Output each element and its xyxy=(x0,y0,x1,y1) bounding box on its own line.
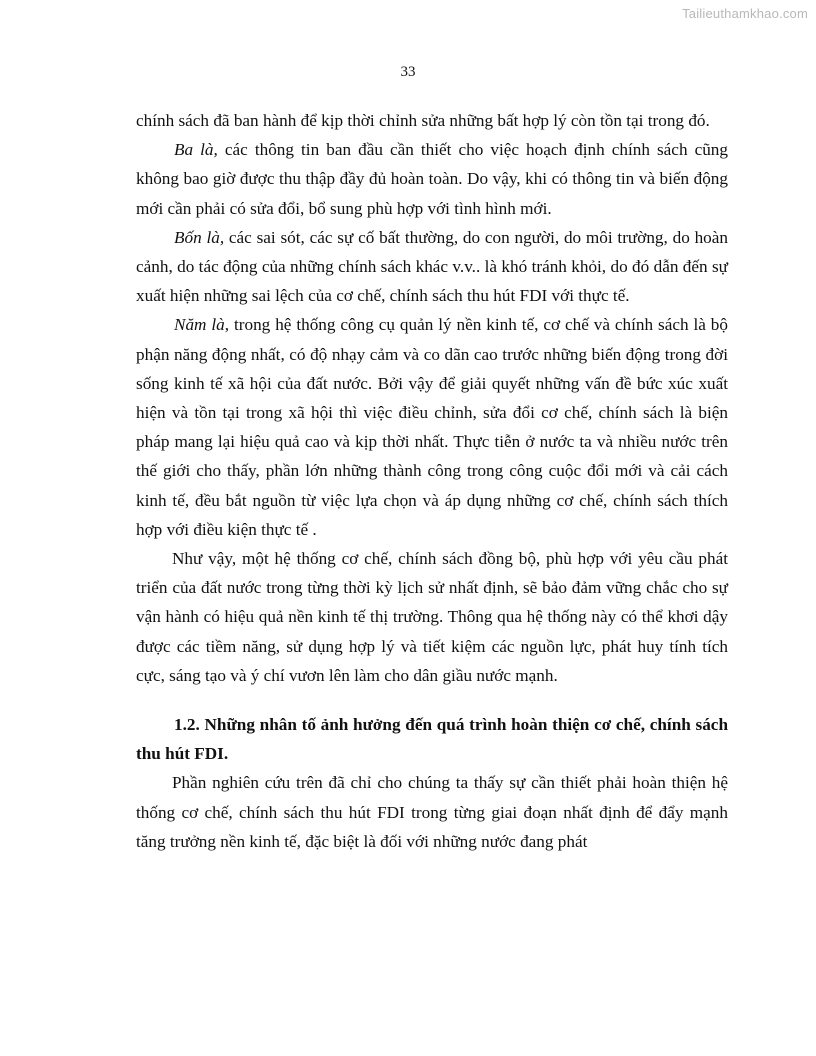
paragraph-3 xyxy=(136,223,728,311)
paragraph-3-lead: Bốn là, xyxy=(174,227,225,247)
paragraph-1: chính sách đã ban hành để kịp thời chỉnh sửa những bất hợp lý còn tồn tại trong đó. xyxy=(136,111,710,130)
paragraph-2-lead: Ba là, xyxy=(174,140,218,160)
section-heading: 1.2. Những nhân tố ảnh hưởng đến quá trình hoàn thiện cơ chế, chính sách thu hút FDI. xyxy=(136,715,728,764)
paragraph-5: Như vậy, một hệ thống cơ chế, chính sách đồng bộ, phù hợp với yêu cầu phát triển của đất nước trong từng thời kỳ lịch sử nhất định, sẽ bảo đảm vững chắc cho sự vận hành có hiệu quả nền kinh tế thị trường. Thông qua hệ thống này có thể khơi dậy được các tiềm năng, sử dụng hợp lý và tiết kiệm các nguồn lực, phát huy tính tích cực, sáng tạo và ý chí vươn lên làm cho dân giầu nước mạnh. xyxy=(136,549,728,685)
paragraph-3-text: các sai sót, các sự cố bất thường, do con người, do môi trường, do hoàn cảnh, do tác động của những chính sách khác v.v.. là khó tránh khỏi, do đó dẫn đến sự xuất hiện những sai lệch của cơ chế, chính sách thu hút FDI với thực tế. xyxy=(136,227,728,306)
section-paragraph-1: Phần nghiên cứu trên đã chỉ cho chúng ta thấy sự cần thiết phải hoàn thiện hệ thống cơ chế, chính sách thu hút FDI trong từng giai đoạn nhất định để đẩy mạnh tăng trưởng nền kinh tế, đặc biệt là đối với những nước đang phát xyxy=(136,773,728,851)
document-body xyxy=(136,106,728,856)
paragraph-2-text: các thông tin ban đầu cần thiết cho việc hoạch định chính sách cũng không bao giờ được thu thập đầy đủ hoàn toàn. Do vậy, khi có thông tin và biến động mới cần phải có sửa đổi, bổ sung phù hợp với tình hình mới. xyxy=(136,140,728,218)
paragraph-2 xyxy=(136,135,728,223)
page-number: 33 xyxy=(400,64,416,80)
watermark: Tailieuthamkhao.com xyxy=(682,6,808,21)
paragraph-4-text: , trong hệ thống công cụ quản lý nền kinh tế, cơ chế và chính sách là bộ phận năng động nhất, có độ nhạy cảm và co dãn cao trước những biến động trong đời sống kinh tế xã hội của đất nước. Bởi vậy để giải quyết những vấn đề bức xúc xuất hiện và tồn tại trong xã hội thì việc điều chỉnh, sửa đổi cơ chế, chính sách là biện pháp mang lại hiệu quả cao và kịp thời nhất. Thực tiễn ở nước ta và nhiều nước trên thế giới cho thấy, phần lớn những thành công trong công cuộc đổi mới và cải cách kinh tế, đều bắt nguồn từ việc lựa chọn và áp dụng những cơ chế, chính sách thích hợp với điều kiện thực tế . xyxy=(136,315,728,539)
paragraph-4-lead: Năm là xyxy=(174,315,225,335)
paragraph-4 xyxy=(136,310,728,544)
